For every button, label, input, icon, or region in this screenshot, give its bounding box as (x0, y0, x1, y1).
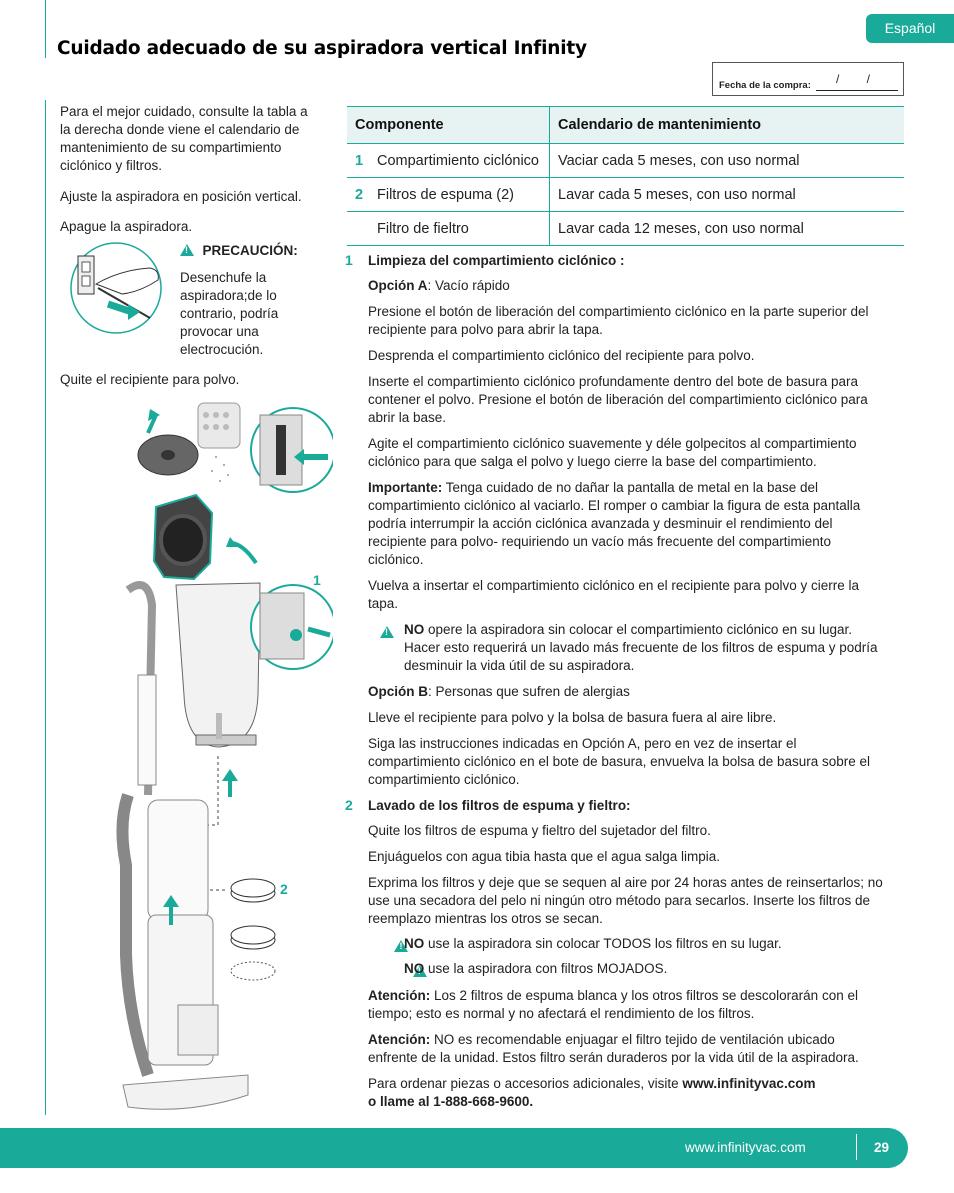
language-tab: Español (866, 14, 954, 43)
purchase-date-line (816, 90, 898, 91)
table-row (347, 178, 904, 212)
section2-heading: Lavado de los filtros de espuma y fieltro: (368, 798, 631, 813)
upright-text: Ajuste la aspiradora en posición vertical. (60, 189, 302, 204)
order-url-link[interactable]: www.infinityvac.com (682, 1076, 816, 1091)
order-info: Para ordenar piezas o accesorios adicionales, visite www.infinityvac.com o llame al 1-888-668-9600. (368, 1076, 816, 1109)
table-header-row (347, 107, 904, 144)
section1-p4: Agite el compartimiento ciclónico suavemente y déle golpecitos al compartimiento ciclónico para que salga el polvo y luego cierre la base del compartimiento. (368, 436, 857, 469)
section1-p6: Lleve el recipiente para polvo y la bolsa de basura fuera al aire libre. (368, 710, 777, 725)
purchase-date-value: / / (836, 72, 883, 86)
section2-number: 2 (345, 797, 353, 813)
unplug-illustration (60, 240, 172, 336)
purchase-date-label: Fecha de la compra: (719, 80, 811, 91)
table-header-schedule: Calendario de mantenimiento (550, 107, 905, 144)
warning-icon (380, 626, 394, 638)
power-off-text: Apague la aspiradora. (60, 219, 193, 234)
left-rule-top (45, 0, 46, 58)
section2-p2: Enjuáguelos con agua tibia hasta que el agua salga limpia. (368, 849, 721, 864)
caution-heading (180, 242, 298, 260)
remove-bin-text: Quite el recipiente para polvo. (60, 372, 240, 387)
section1-warning: NO opere la aspiradora sin colocar el compartimiento ciclónico en su lugar. Hacer esto requerirá un lavado más frecuente de los filtros de espuma y podría desminuir la vida útil de su aspiradora. (404, 622, 878, 673)
warning-icon (180, 244, 194, 256)
table-cell-component: Filtro de fieltro (347, 212, 550, 246)
section1-heading: Limpieza del compartimiento ciclónico : (368, 253, 625, 268)
section2-warning-1: NO use la aspiradora sin colocar TODOS los filtros en su lugar. (404, 936, 782, 951)
attention-2: Atención: NO es recomendable enjuagar el filtro tejido de ventilación ubicado enfrente de la unidad. Estos filtro serán duraderos por la vida útil de la aspiradora. (368, 1032, 859, 1065)
table-cell-schedule: Lavar cada 12 meses, con uso normal (550, 212, 905, 246)
table-header-component: Componente (347, 107, 550, 144)
section2-p3: Exprima los filtros y deje que se sequen al aire por 24 horas antes de reinsertarlos; no use una secadora del pelo ni ningún otro método para secarlos. Inserte los filtros de reemplazo mientras los otros se secan. (368, 875, 883, 926)
section1-p1: Presione el botón de liberación del compartimiento ciclónico en la parte superior del recipiente para polvo para abrir la tapa. (368, 304, 869, 337)
callout-2: 2 (280, 881, 288, 897)
maintenance-table (347, 106, 904, 246)
callout-1: 1 (313, 572, 321, 588)
caution-label: PRECAUCIÓN: (202, 243, 298, 258)
option-a: Opción A: Vacío rápido (368, 278, 510, 293)
footer-url[interactable]: www.infinityvac.com (685, 1140, 806, 1155)
table-cell-component: 2 Filtros de espuma (2) (347, 178, 550, 212)
page-title: Cuidado adecuado de su aspiradora vertical Infinity (57, 38, 587, 59)
order-phone: o llame al 1-888-668-9600. (368, 1094, 534, 1109)
left-rule (45, 100, 46, 1115)
section1-p2: Desprenda el compartimiento ciclónico del recipiente para polvo. (368, 348, 755, 363)
table-row (347, 144, 904, 178)
footer-divider (856, 1134, 857, 1160)
table-cell-schedule: Lavar cada 5 meses, con uso normal (550, 178, 905, 212)
section1-p3: Inserte el compartimiento ciclónico profundamente dentro del bote de basura para contener el polvo. Presione el botón de liberación del compartimiento ciclónico para abrir la base. (368, 374, 868, 425)
attention-1: Atención: Los 2 filtros de espuma blanca y los otros filtros se descolorarán con el tiempo; esto es normal y no afectará el rendimiento de los filtros. (368, 988, 858, 1021)
page-number: 29 (874, 1140, 890, 1155)
vacuum-illustration (108, 395, 333, 1120)
intro-text: Para el mejor cuidado, consulte la tabla a la derecha donde viene el calendario de mantenimiento de su compartimiento ciclónico y filtros. (60, 104, 308, 173)
section1-p7: Siga las instrucciones indicadas en Opción A, pero en vez de insertar el compartimiento ciclónico en el bote de basura, envuelva la bolsa de basura sobre el compartimiento ciclónico. (368, 736, 871, 787)
important-note: Importante: Tenga cuidado de no dañar la pantalla de metal en la base del compartimiento ciclónico al vaciarlo. El romper o cambiar la figura de esta pantalla podría interrumpir la acción ciclónica avanzada y desminuir el rendimiento del recipiente para polvo- requiriendo un vacío más frecuente del compartimiento ciclónico. (368, 480, 861, 567)
section1-number: 1 (345, 252, 353, 268)
table-row (347, 212, 904, 246)
table-cell-component: 1 Compartimiento ciclónico (347, 144, 550, 178)
caution-text: Desenchufe la aspiradora;de lo contrario, podría provocar una electrocución. (180, 270, 279, 357)
section2-warning-2: NO use la aspiradora con filtros MOJADOS. (404, 961, 668, 976)
section2-p1: Quite los filtros de espuma y fieltro del sujetador del filtro. (368, 823, 711, 838)
table-cell-schedule: Vaciar cada 5 meses, con uso normal (550, 144, 905, 178)
option-b: Opción B: Personas que sufren de alergias (368, 684, 630, 699)
section1-p5: Vuelva a insertar el compartimiento ciclónico en el recipiente para polvo y cierre la tapa. (368, 578, 859, 611)
